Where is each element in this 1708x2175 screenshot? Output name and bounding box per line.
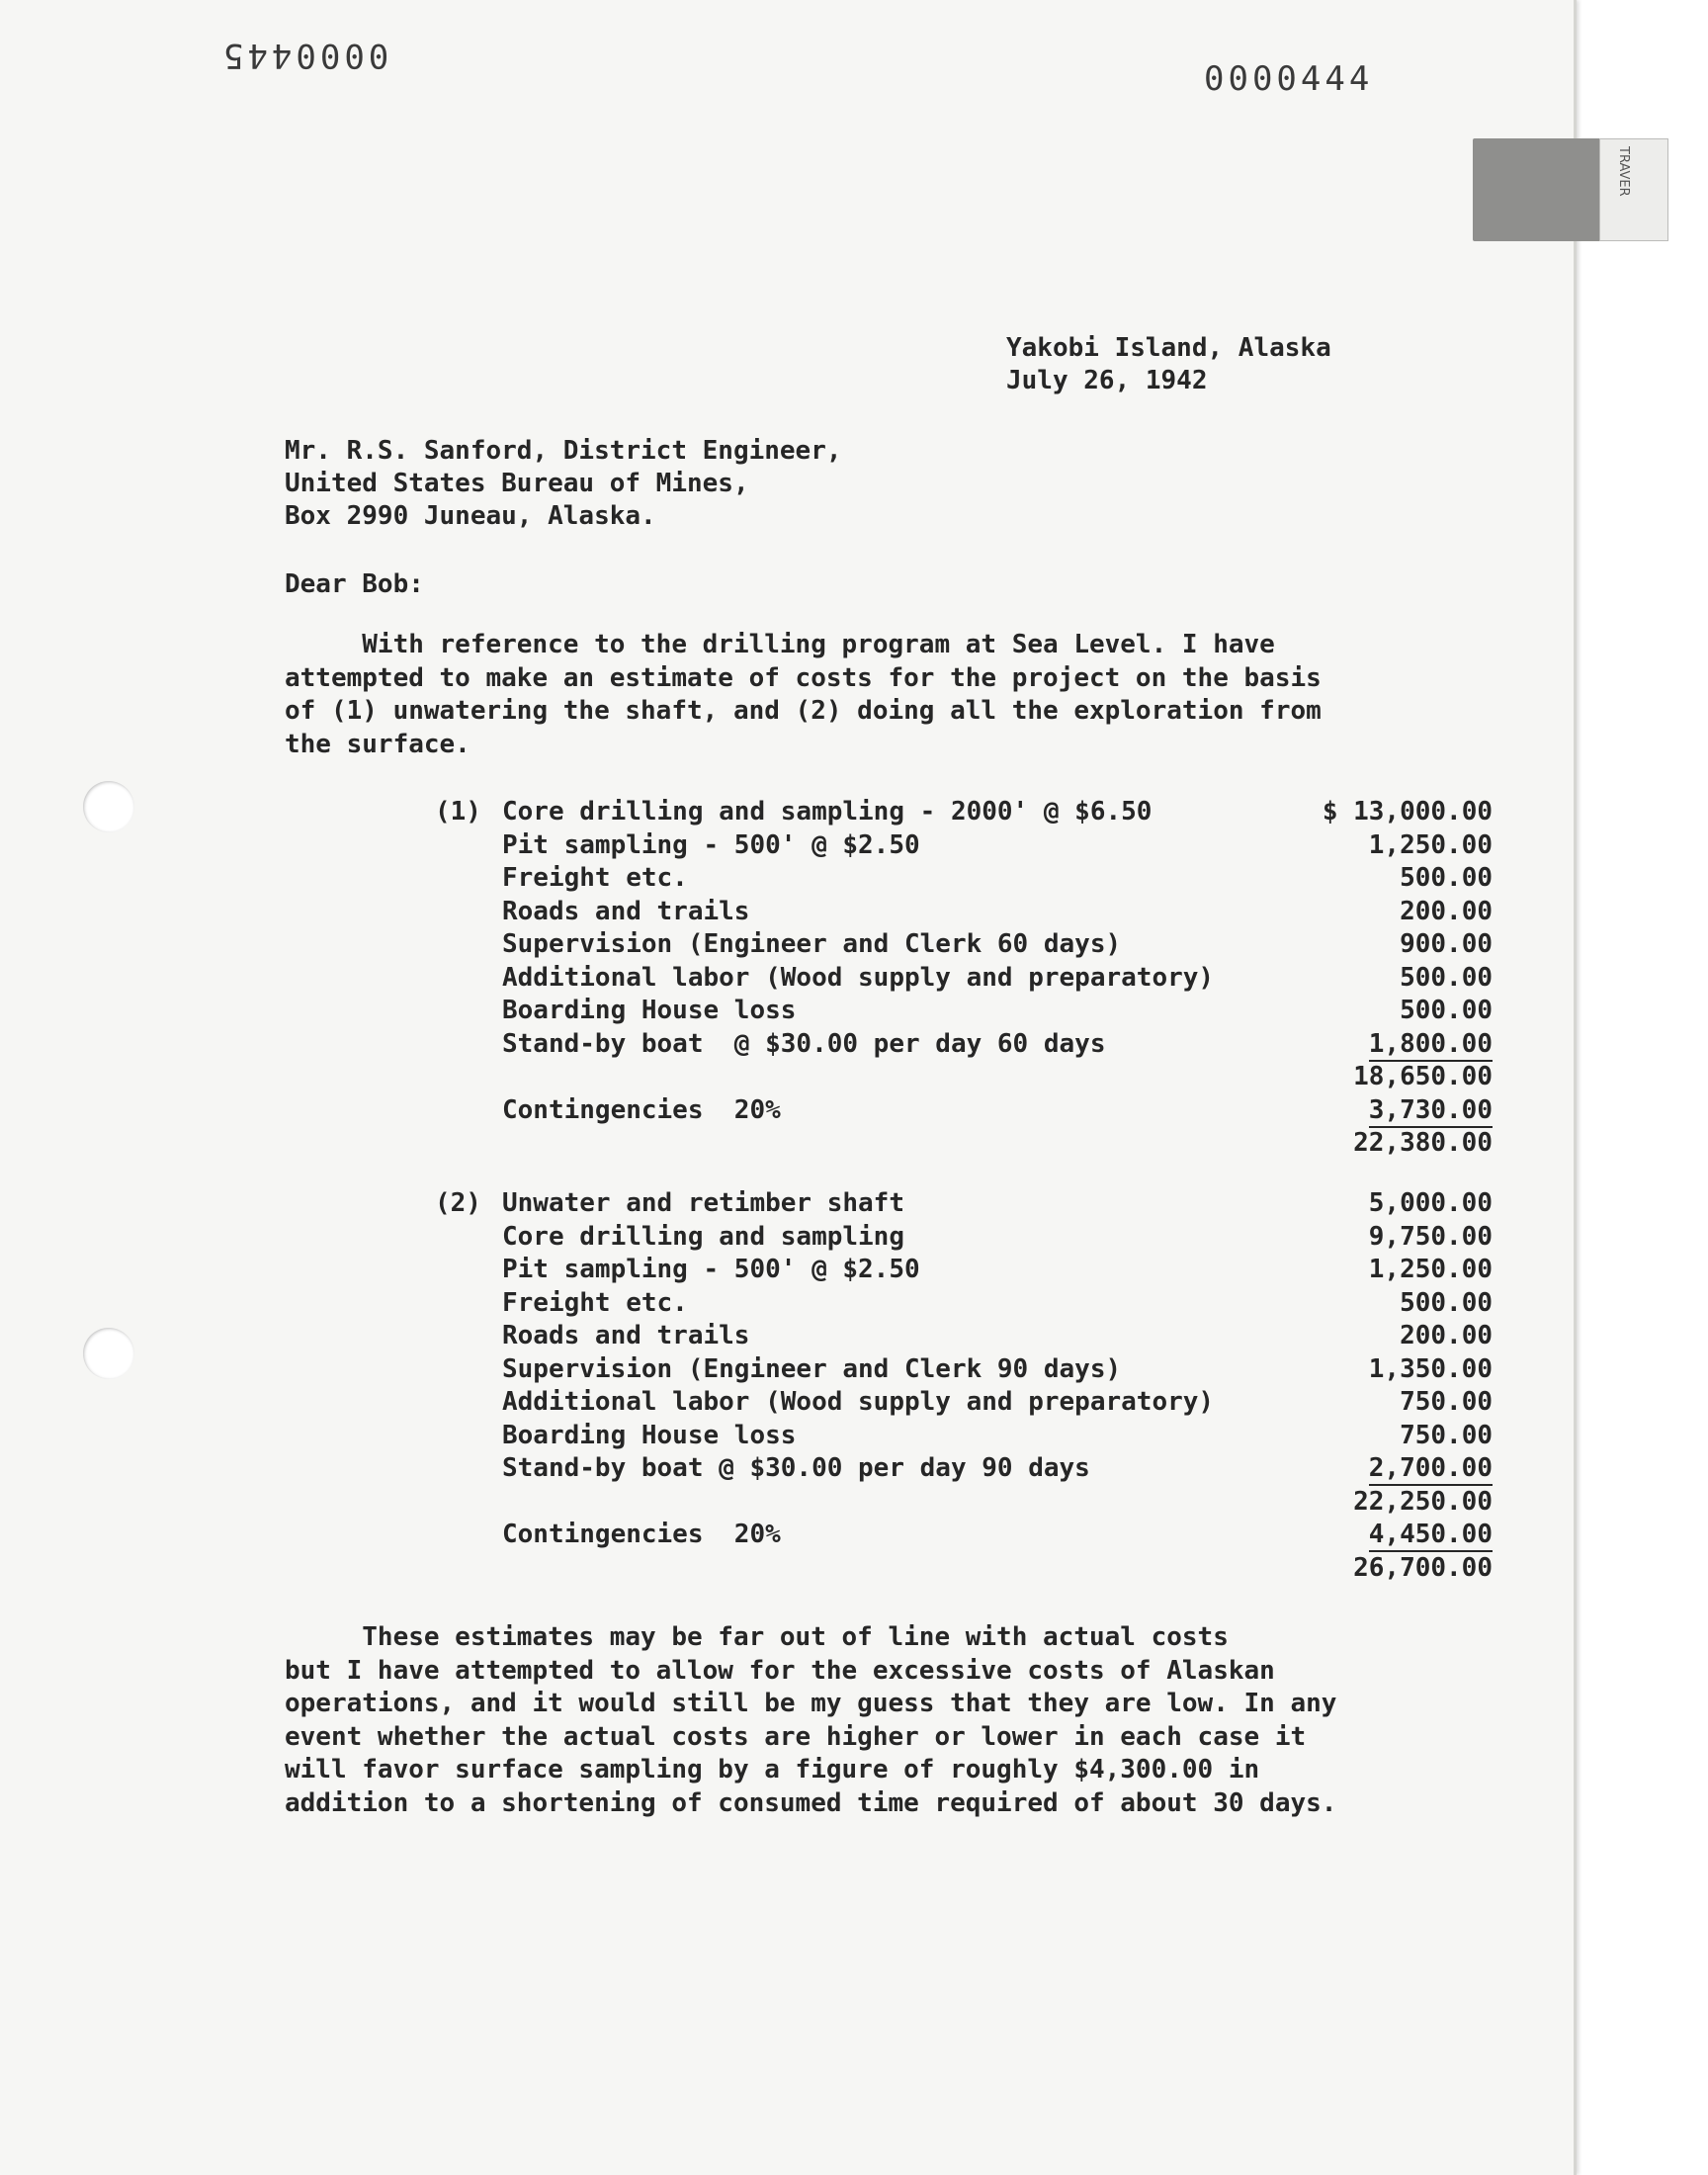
cost-item-label: Roads and trails — [502, 1321, 750, 1350]
cost-item-label: Additional labor (Wood supply and preparatory) — [502, 962, 1215, 993]
paragraph-line: of (1) unwatering the shaft, and (2) doing all the exploration from — [285, 696, 1322, 726]
cost-item-amount: 1,800.00 — [1369, 1029, 1493, 1062]
paragraph-line: will favor surface sampling by a figure of roughly $4,300.00 in — [285, 1755, 1260, 1784]
contingency-label: Contingencies 20% — [502, 1094, 781, 1125]
cost-item-label: Stand-by boat @ $30.00 per day 60 days — [502, 1028, 1106, 1059]
intro-paragraph — [285, 629, 1411, 761]
cost-item-label: Boarding House loss — [502, 1420, 797, 1450]
cost-item-amount: 750.00 — [1400, 1420, 1493, 1450]
cost-row — [502, 797, 1493, 830]
cost-row — [502, 1029, 1493, 1063]
cost-row — [502, 1255, 1493, 1288]
cost-item-label: Pit sampling - 500' @ $2.50 — [502, 1255, 920, 1284]
cost-row — [502, 1421, 1493, 1454]
cost-item-amount: $ 13,000.00 — [1322, 797, 1493, 826]
cost-item-label: Roads and trails — [502, 896, 750, 926]
cost-item-amount: 9,750.00 — [1368, 1221, 1493, 1252]
subtotal-row — [502, 1062, 1493, 1095]
cost-row — [502, 996, 1493, 1029]
estimate-number: (2) — [435, 1188, 481, 1218]
letter-place: Yakobi Island, Alaska — [1006, 333, 1331, 363]
punch-hole — [83, 1328, 134, 1379]
cost-item-amount: 1,250.00 — [1368, 829, 1493, 860]
contingency-row — [502, 1520, 1493, 1553]
bates-stamp: 0000444 — [1204, 59, 1374, 99]
cost-item-label: Pit sampling - 500' @ $2.50 — [502, 829, 920, 860]
paragraph-line: attempted to make an estimate of costs for the project on the basis — [285, 662, 1322, 693]
salutation: Dear Bob: — [285, 569, 424, 599]
address-line: Box 2990 Juneau, Alaska. — [285, 501, 656, 531]
bates-stamp-inverted: 0000445 — [219, 36, 389, 75]
cost-item-amount: 500.00 — [1400, 962, 1493, 993]
subtotal-row — [502, 1487, 1493, 1521]
contingency-row — [502, 1095, 1493, 1129]
cost-row — [502, 863, 1493, 897]
total-amount: 26,700.00 — [1353, 1552, 1493, 1583]
cost-row — [502, 929, 1493, 963]
cost-item-amount: 5,000.00 — [1368, 1188, 1493, 1218]
cost-row — [502, 897, 1493, 930]
paragraph-line: These estimates may be far out of line with actual costs — [285, 1622, 1229, 1652]
address-line: Mr. R.S. Sanford, District Engineer, — [285, 436, 842, 466]
letter-date: July 26, 1942 — [1006, 366, 1208, 395]
cost-item-amount: 1,350.00 — [1368, 1353, 1493, 1384]
paragraph-line: addition to a shortening of consumed time required of about 30 days. — [285, 1787, 1337, 1818]
cost-estimate-2 — [435, 1188, 1493, 1586]
contingency-amount: 3,730.00 — [1369, 1095, 1493, 1128]
cost-item-label: Core drilling and sampling - 2000' @ $6.50 — [502, 797, 1153, 826]
cost-item-amount: 500.00 — [1400, 863, 1493, 893]
address-line: United States Bureau of Mines, — [285, 469, 749, 498]
cost-row — [502, 1222, 1493, 1256]
cost-item-label: Core drilling and sampling — [502, 1221, 904, 1252]
cost-row — [502, 963, 1493, 997]
total-amount: 22,380.00 — [1353, 1128, 1493, 1158]
punch-hole — [83, 781, 134, 832]
cost-row — [502, 830, 1493, 864]
page-edge — [1574, 0, 1577, 2175]
cost-item-label: Stand-by boat @ $30.00 per day 90 days — [502, 1453, 1090, 1483]
cost-item-label: Freight etc. — [502, 863, 688, 893]
cost-item-label: Boarding House loss — [502, 996, 797, 1025]
subtotal-amount: 22,250.00 — [1353, 1486, 1493, 1517]
total-row — [502, 1553, 1493, 1587]
contingency-amount: 4,450.00 — [1369, 1520, 1493, 1552]
file-tab-flap — [1599, 138, 1668, 241]
cost-item-label: Supervision (Engineer and Clerk 60 days) — [502, 929, 1122, 959]
cost-item-amount: 500.00 — [1400, 1287, 1493, 1318]
file-tab-label: TRAVER — [1616, 146, 1631, 197]
cost-row — [502, 1288, 1493, 1322]
total-row — [502, 1128, 1493, 1162]
cost-item-amount: 500.00 — [1400, 996, 1493, 1025]
cost-item-label: Freight etc. — [502, 1287, 688, 1318]
cost-item-amount: 750.00 — [1400, 1387, 1493, 1417]
cost-item-label: Unwater and retimber shaft — [502, 1188, 904, 1218]
paragraph-line: event whether the actual costs are higher or lower in each case it — [285, 1721, 1307, 1752]
subtotal-amount: 18,650.00 — [1353, 1062, 1493, 1091]
cost-item-amount: 1,250.00 — [1368, 1255, 1493, 1284]
contingency-label: Contingencies 20% — [502, 1520, 781, 1549]
estimate-number: (1) — [435, 797, 481, 826]
cost-row — [502, 1453, 1493, 1487]
cost-estimate-1 — [435, 797, 1493, 1162]
closing-paragraph — [285, 1621, 1411, 1820]
cost-item-amount: 200.00 — [1400, 1321, 1493, 1350]
cost-item-amount: 200.00 — [1400, 896, 1493, 926]
cost-row — [502, 1321, 1493, 1354]
cost-item-amount: 2,700.00 — [1369, 1453, 1493, 1486]
paragraph-line: With reference to the drilling program at Sea Level. I have — [285, 630, 1275, 659]
cost-row — [502, 1354, 1493, 1388]
cost-item-label: Additional labor (Wood supply and preparatory) — [502, 1387, 1215, 1417]
paragraph-line: operations, and it would still be my guess that they are low. In any — [285, 1689, 1337, 1718]
paragraph-line: the surface. — [285, 729, 470, 759]
cost-item-amount: 900.00 — [1400, 929, 1493, 959]
cost-item-label: Supervision (Engineer and Clerk 90 days) — [502, 1353, 1122, 1384]
cost-row — [502, 1188, 1493, 1222]
cost-row — [502, 1387, 1493, 1421]
paragraph-line: but I have attempted to allow for the excessive costs of Alaskan — [285, 1655, 1275, 1686]
